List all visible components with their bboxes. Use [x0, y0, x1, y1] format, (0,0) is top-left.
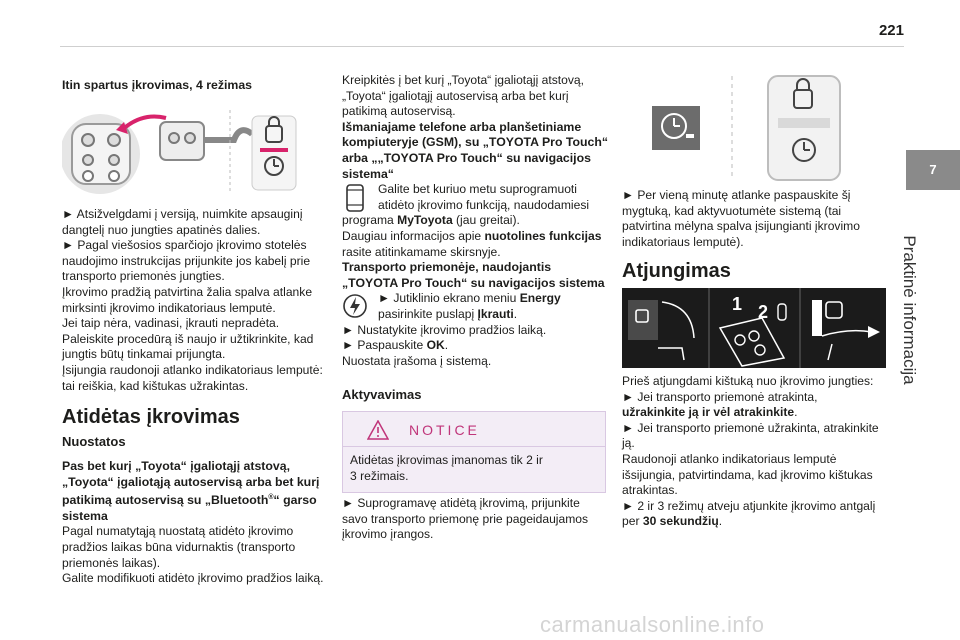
disconnection-title: Atjungimas [622, 260, 731, 282]
activation-title: Aktyvavimas [342, 387, 422, 402]
header-rule [60, 46, 904, 47]
after-programming-text: ► Suprogramavę atidėtą įkrovimą, prijunkite savo transporto priemonę prie pageidaujamos įkrovimo įrangos. [342, 496, 589, 542]
energy-icon [342, 293, 368, 324]
disconnection-steps: Prieš atjungdami kištuką nuo įkrovimo jungties: ► Jei transporto priemonė atrakinta, užrakinkite ją ir vėl atrakinkite. ► Jei transporto priemonė užrakinta, atrakinkite ją. Raudonoji atlanko indikatoriaus lemputė išsijungia, patvirtindama, kad įkrovimo kištukas atrakintas. ► 2 ir 3 režimų atveju atjunkite įkrovimo antgalį per 30 sekundžių. [622, 374, 879, 529]
warning-icon [367, 420, 389, 445]
activate-instructions: ► Per vieną minutę atlanke paspauskite šį mygtuką, kad aktyvuotumėte sistemą (tai patvirtina mėlyna spalva įsijungianti įkrovimo indikatoriaus lemputė). [622, 188, 860, 249]
delayed-charging-col2: Kreipkitės į bet kurį „Toyota“ įgaliotąjį atstovą, „Toyota“ įgaliotąjį autoservisą arba bet kurį patikimą autoservisą. Išmaniajame telefone arba planšetiniame kompiuteryje (GSM), su „TOYOTA Pro Touch“ arba „„TOYOTA Pro Touch“ su navigacijos sistema“ Galite bet kuriuo metu suprogramuoti atidėto įkrovimo funkciją, naudodamiesi programa MyToyota (jau greitai). Daugiau informacijos apie nuotolines funkcijas rasite atitinkamame skirsnyje. Transporto priemonėje, naudojantis „TOYOTA Pro Touch“ su navigacijos sistema ► Jutiklinio ekrano meniu Energy pasirinkite puslapį Įkrauti. ► Nustatykite įkrovimo pradžios laiką. ► Paspauskite OK. Nuostata įrašoma į sistemą. [342, 73, 608, 368]
notice-box [342, 411, 606, 493]
step-1-label: 1 [732, 294, 743, 314]
settings-subtitle: Nuostatos [62, 434, 126, 449]
delayed-charging-title: Atidėtas įkrovimas [62, 406, 240, 428]
smartphone-icon [344, 184, 366, 217]
unlock-sequence-illustration [622, 288, 886, 368]
fast-charge-heading: Itin spartus įkrovimas, 4 režimas [62, 78, 253, 92]
watermark: carmanualsonline.info [540, 612, 765, 637]
fast-charge-instructions: ► Atsižvelgdami į versiją, nuimkite apsauginį dangtelį nuo jungties apatinės dalies. ► Pagal viešosios sparčiojo įkrovimo stotelės naudojimo instrukcijas prijunkite jos kabelį prie transporto priemonės jungties. Įkrovimo pradžią patvirtina žalia spalva atlanke mirksinti įkrovimo indikatoriaus lemputė. Jei taip nėra, vadinasi, įkrauti nepradėta. Paleiskite procedūrą iš naujo ir užtikrinkite, kad jungtis būtų tinkamai prijungta. Įsijungia raudonoji atlanko indikatoriaus lemputė: tai reiškia, kad kištukas užrakintas. [62, 207, 323, 393]
notice-text: Atidėtas įkrovimas įmanomas tik 2 ir 3 režimais. [350, 453, 543, 483]
chapter-title: Praktinė informacija [900, 235, 919, 385]
chapter-tab[interactable]: 7 [906, 150, 960, 190]
step-2-label: 2 [758, 302, 769, 322]
notice-title: NOTICE [409, 422, 480, 438]
connector-illustration [62, 104, 302, 200]
page-number: 221 [878, 22, 904, 39]
timer-button-illustration [650, 74, 890, 182]
settings-body: Pas bet kurį „Toyota“ įgaliotąjį atstovą, „Toyota“ įgaliotąją autoservisą arba bet kurį patikimą autoservisą su „Bluetooth®“ garso sistema Pagal numatytąją nuostatą atidėto įkrovimo pradžios laikas būna vidurnaktis (transporto priemonės laikas). Galite modifikuoti atidėto įkrovimo pradžios laiką. [62, 459, 324, 586]
